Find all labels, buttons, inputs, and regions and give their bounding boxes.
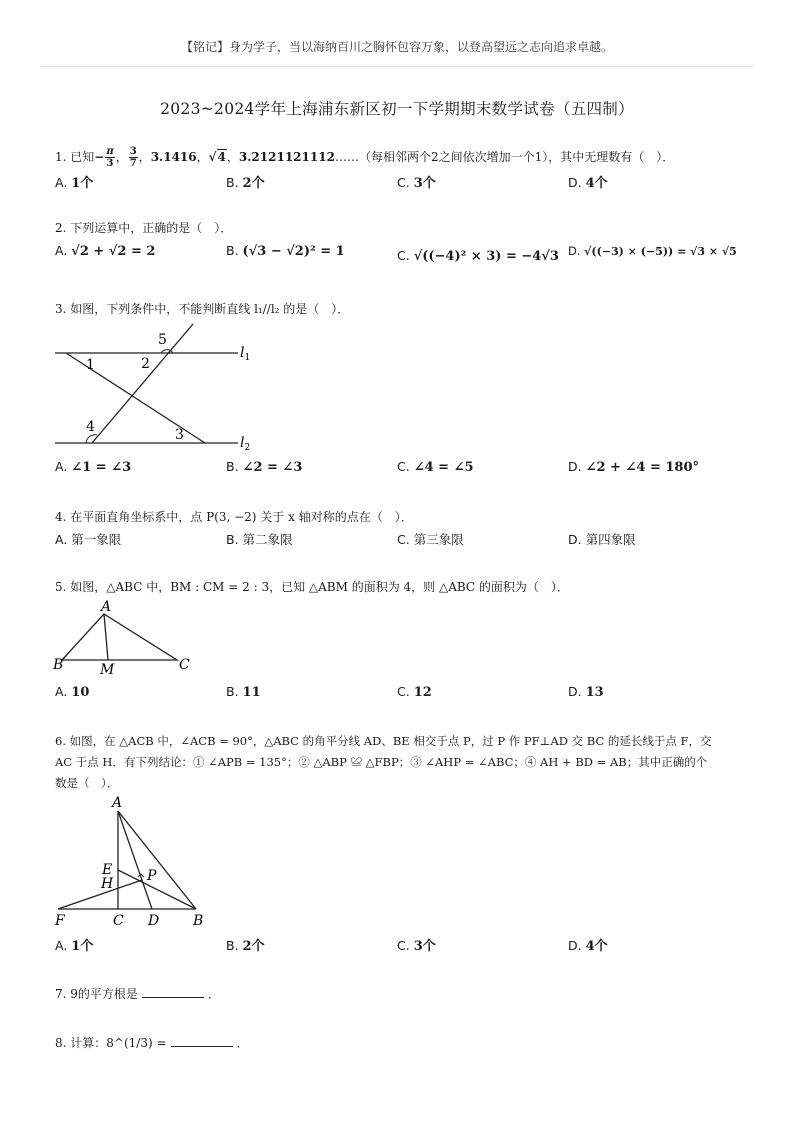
q2-option-c[interactable]: C. √((−4)² × 3) = −4√3 [397, 248, 559, 264]
point-label-a: A [101, 599, 112, 615]
q6-figure-triangle [50, 794, 220, 932]
point-label-f: F [55, 913, 65, 929]
line-label-l1: $l_1$ [240, 345, 251, 363]
point-label-h: H [101, 876, 114, 892]
point-label-a: A [112, 795, 123, 811]
point-label-b: B [53, 657, 64, 673]
segment-ad [118, 811, 152, 909]
point-label-c: C [113, 913, 124, 929]
q5-option-c[interactable]: C. 12 [397, 684, 432, 700]
q6-option-b[interactable]: B. 2个 [226, 938, 265, 954]
q5-option-a[interactable]: A. 10 [55, 684, 90, 700]
q4-option-d[interactable]: D. 第四象限 [568, 532, 636, 547]
question-8-answer-blank[interactable] [171, 1034, 233, 1047]
triangle-abc [62, 614, 177, 660]
segment-fp [58, 880, 142, 909]
question-5-text: 如图，△ABC 中，BM : CM = 2 : 3，已知 △ABM 的面积为 4，则 △ABC 的面积为（ ）． [70, 580, 569, 594]
point-label-c: C [179, 657, 190, 673]
question-6-stem-line-2: AC 于点 H．有下列结论：① ∠APB = 135°；② △ABP ≌ △FBP；③ ∠AHP = ∠ABC；④ AH + BD = AB；其中正确的个 [55, 755, 708, 769]
question-6-stem-line-3: 数是（ ）． [55, 776, 119, 790]
point-label-m: M [100, 662, 115, 678]
point-label-e: E [102, 862, 113, 878]
q3-option-b[interactable]: B. ∠2 = ∠3 [226, 459, 303, 475]
question-3-text: 如图，下列条件中，不能判断直线 l₁//l₂ 的是（ ）． [70, 302, 350, 316]
segment-am [104, 614, 108, 660]
q1-option-b[interactable]: B. 2个 [226, 175, 265, 191]
question-1-prefix: 已知 [70, 150, 95, 164]
line-label-l2: $l_2$ [240, 435, 251, 452]
question-7-answer-blank[interactable] [142, 985, 204, 998]
point-label-p: P [147, 868, 157, 884]
q3-option-d[interactable]: D. ∠2 + ∠4 = 180° [568, 459, 699, 475]
question-3-stem [55, 299, 349, 319]
q1-fraction-pi-3: $\frac{\pi}{3}$ [106, 146, 114, 169]
segment-ab [118, 811, 196, 909]
question-7-number: 7. [55, 987, 67, 1001]
q4-option-a[interactable]: A. 第一象限 [55, 532, 122, 547]
q6-option-c[interactable]: C. 3个 [397, 938, 436, 954]
q5-option-d[interactable]: D. 13 [568, 684, 604, 700]
q4-option-c[interactable]: C. 第三象限 [397, 532, 464, 547]
exam-title: 2023~2024学年上海浦东新区初一下学期期末数学试卷（五四制） [160, 100, 634, 118]
point-label-b: B [193, 913, 204, 929]
question-4-number: 4. [55, 510, 67, 524]
q1-option-a[interactable]: A. 1个 [55, 175, 94, 191]
q4-option-b[interactable]: B. 第二象限 [226, 532, 293, 547]
q2-option-d[interactable]: D. √((−3) × (−5)) = √3 × √5 [568, 244, 737, 258]
q2-option-a[interactable]: A. √2 + √2 = 2 [55, 243, 156, 259]
angle-label-4: 4 [86, 419, 95, 435]
question-2-stem [55, 218, 232, 238]
angle-label-2: 2 [141, 356, 150, 372]
angle-label-5: 5 [158, 332, 167, 348]
question-1-number: 1. [55, 150, 67, 164]
question-6-stem-line-1: 6. 如图，在 △ACB 中，∠ACB = 90°，△ABC 的角平分线 AD、BE 相交于点 P，过 P 作 PF⊥AD 交 BC 的延长线于点 F，交 [55, 734, 712, 748]
question-8-text: 计算：8^(1/3) = [70, 1036, 167, 1050]
q3-option-a[interactable]: A. ∠1 = ∠3 [55, 459, 132, 475]
q5-option-b[interactable]: B. 11 [226, 684, 261, 700]
question-4-stem [55, 507, 413, 527]
q1-option-d[interactable]: D. 4个 [568, 175, 608, 191]
question-2-number: 2. [55, 221, 67, 235]
header-divider [40, 66, 754, 67]
segment-be [118, 870, 196, 909]
question-8-number: 8. [55, 1036, 67, 1050]
q1-option-c[interactable]: C. 3个 [397, 175, 436, 191]
motto-banner: 【铭记】身为学子，当以海纳百川之胸怀包容万象，以登高望远之志向追求卓越。 [180, 40, 613, 54]
question-1-stem: 1. 已知− $\frac{\pi}{3}$ ， $\frac{3}{7}$ ，3.1416，√4，3.2121121112……（每相邻两个2之间依次增加一个1），其中无理数有（ ）． [55, 146, 675, 169]
point-label-d: D [148, 913, 160, 929]
question-5-stem [55, 577, 569, 597]
question-3-number: 3. [55, 302, 67, 316]
angle-label-1: 1 [86, 357, 95, 373]
q5-figure-triangle [50, 595, 200, 680]
q3-figure-parallel-lines [50, 322, 270, 452]
angle-label-3: 3 [175, 427, 184, 443]
q6-option-d[interactable]: D. 4个 [568, 938, 608, 954]
question-2-text: 下列运算中，正确的是（ ）． [70, 221, 233, 235]
question-6-number: 6. [55, 734, 66, 748]
q3-option-c[interactable]: C. ∠4 = ∠5 [397, 459, 474, 475]
question-8-stem: 8. 计算：8^(1/3) = ． [55, 1036, 249, 1050]
question-1-note: （每相邻两个2之间依次增加一个1），其中无理数有（ ）． [358, 150, 675, 164]
question-4-text: 在平面直角坐标系中，点 P(3, −2) 关于 x 轴对称的点在（ ）． [70, 510, 413, 524]
q6-option-a[interactable]: A. 1个 [55, 938, 94, 954]
question-5-number: 5. [55, 580, 67, 594]
question-7-text: 9的平方根是 [70, 987, 138, 1001]
question-7-stem: 7. 9的平方根是 ． [55, 987, 220, 1001]
q1-fraction-3-7: $\frac{3}{7}$ [129, 146, 137, 169]
q2-option-b[interactable]: B. (√3 − √2)² = 1 [226, 243, 345, 259]
